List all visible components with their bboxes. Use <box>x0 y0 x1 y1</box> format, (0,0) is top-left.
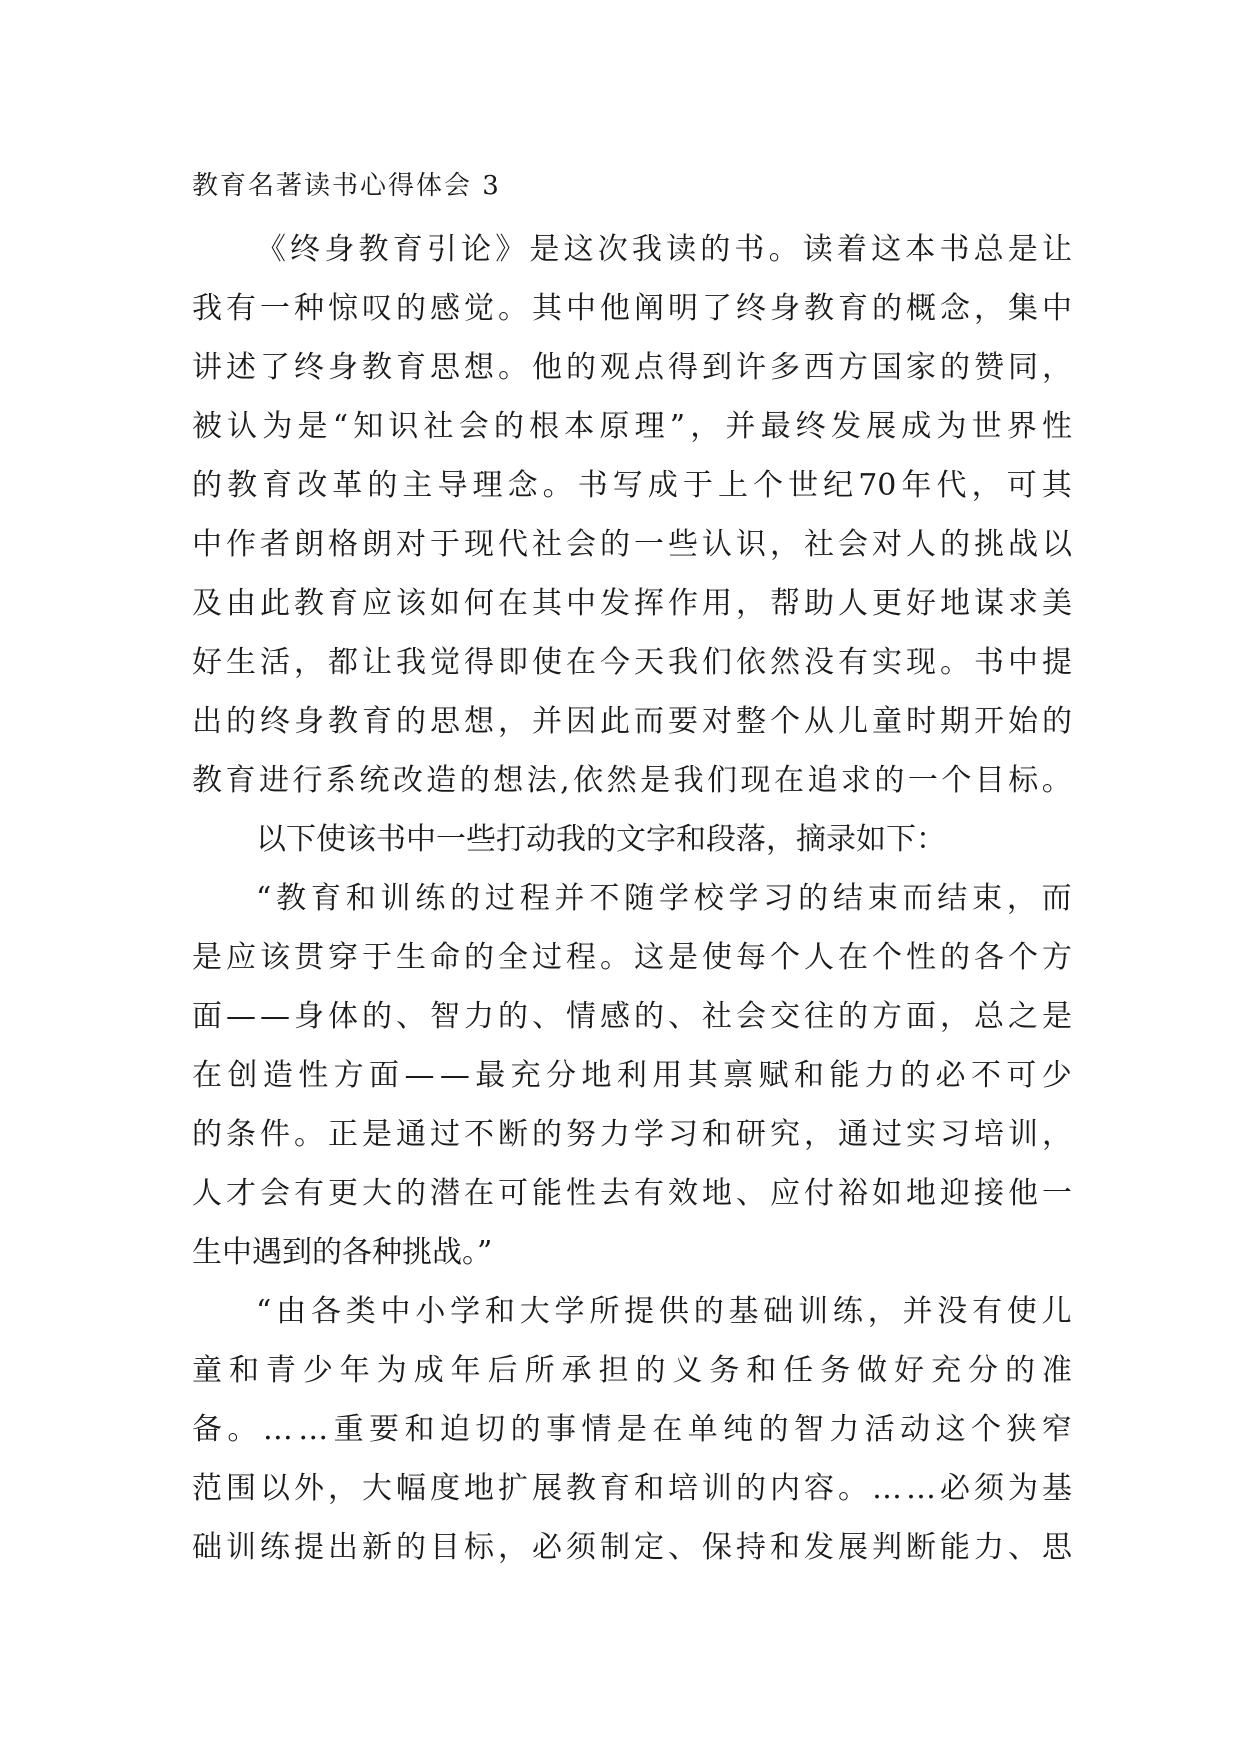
text-line: 教 育 进 行 系 统 改 造 的 想 法 , 依 然 是 我 们 现 在 追 求 的 一 个 目 标 。 <box>192 763 1072 798</box>
document-title: 教育名著读书心得体会 3 <box>192 171 501 201</box>
text-line: 是 应 该 贯 穿 于 生 命 的 全 过 程 。 这 是 使 每 个 人 在 个 性 的 各 个 方 <box>192 940 1072 975</box>
text-line: 中 作 者 朗 格 朗 对 于 现 代 社 会 的 一 些 认 识 ， 社 会 对 人 的 挑 战 以 <box>192 527 1072 562</box>
text-line: 范 围 以 外 ， 大 幅 度 地 扩 展 教 育 和 培 训 的 内 容 。 … … 必 须 为 基 <box>192 1471 1072 1506</box>
text-line: 生中遇到的各种挑战。” <box>192 1235 493 1270</box>
text-line: 讲 述 了 终 身 教 育 思 想 。 他 的 观 点 得 到 许 多 西 方 国 家 的 赞 同 ， <box>192 350 1072 385</box>
document-body <box>192 220 1072 1577</box>
text-line: 的 条 件 。 正 是 通 过 不 断 的 努 力 学 习 和 研 究 ， 通 过 实 习 培 训 ， <box>192 1117 1072 1152</box>
text-line: 的 教 育 改 革 的 主 导 理 念 。 书 写 成 于 上 个 世 纪 70 年 代 ， 可 其 <box>192 468 1072 503</box>
text-line: 面 — — 身 体 的 、 智 力 的 、 情 感 的 、 社 会 交 往 的 方 面 ， 总 之 是 <box>192 999 1072 1034</box>
text-line: 础 训 练 提 出 新 的 目 标 ， 必 须 制 定 、 保 持 和 发 展 判 断 能 力 、 思 <box>192 1530 1072 1565</box>
text-line: 我 有 一 种 惊 叹 的 感 觉 。 其 中 他 阐 明 了 终 身 教 育 的 概 念 ， 集 中 <box>192 291 1072 326</box>
text-line: 在 创 造 性 方 面 — — 最 充 分 地 利 用 其 禀 赋 和 能 力 的 必 不 可 少 <box>192 1058 1072 1093</box>
text-line: 以下使该书中一些打动我的文字和段落，摘录如下： <box>256 822 946 857</box>
text-line: 出 的 终 身 教 育 的 思 想 ， 并 因 此 而 要 对 整 个 从 儿 童 时 期 开 始 的 <box>192 704 1072 739</box>
text-line: 及 由 此 教 育 应 该 如 何 在 其 中 发 挥 作 用 ， 帮 助 人 更 好 地 谋 求 美 <box>192 586 1072 621</box>
text-line: “ 由 各 类 中 小 学 和 大 学 所 提 供 的 基 础 训 练 ， 并 没 有 使 儿 <box>256 1294 1072 1329</box>
text-line: 人 才 会 有 更 大 的 潜 在 可 能 性 去 有 效 地 、 应 付 裕 如 地 迎 接 他 一 <box>192 1176 1072 1211</box>
text-line: “ 教 育 和 训 练 的 过 程 并 不 随 学 校 学 习 的 结 束 而 结 束 ， 而 <box>256 881 1072 916</box>
text-line: 被 认 为 是 “ 知 识 社 会 的 根 本 原 理 ” ， 并 最 终 发 展 成 为 世 界 性 <box>192 409 1072 444</box>
text-line: 好 生 活 ， 都 让 我 觉 得 即 使 在 今 天 我 们 依 然 没 有 实 现 。 书 中 提 <box>192 645 1072 680</box>
text-line: 童 和 青 少 年 为 成 年 后 所 承 担 的 义 务 和 任 务 做 好 充 分 的 准 <box>192 1353 1072 1388</box>
text-line: 《 终 身 教 育 引 论 》 是 这 次 我 读 的 书 。 读 着 这 本 书 总 是 让 <box>256 232 1072 267</box>
text-line: 备 。 … … 重 要 和 迫 切 的 事 情 是 在 单 纯 的 智 力 活 动 这 个 狭 窄 <box>192 1412 1072 1447</box>
